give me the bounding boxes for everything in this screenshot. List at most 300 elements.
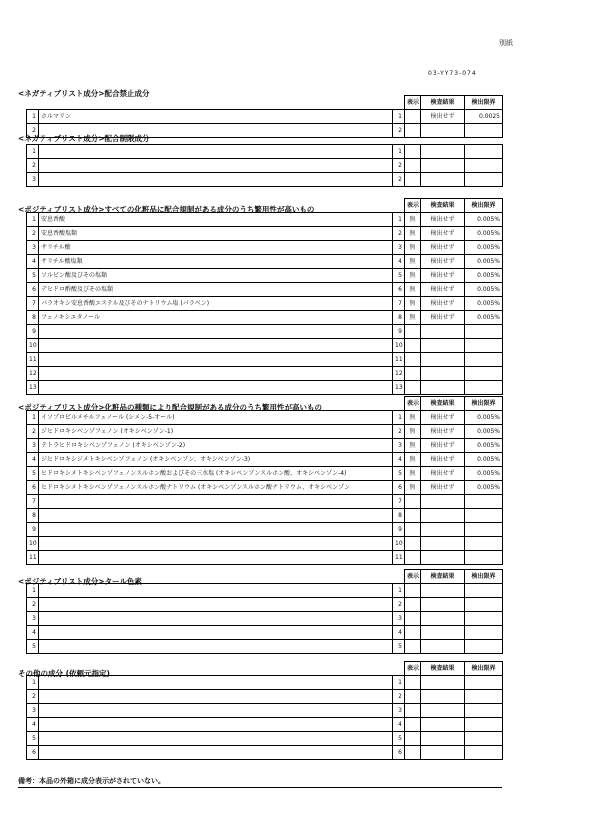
- display-mark: [405, 173, 421, 187]
- detection-limit: [465, 523, 503, 537]
- table-row: [27, 640, 503, 654]
- header-limit: 検出限界: [465, 199, 503, 213]
- table-row: [27, 381, 503, 395]
- section-title-other: その他の成分 (依頼元指定): [18, 669, 110, 678]
- display-mark: 無: [405, 213, 421, 227]
- detection-limit: [465, 124, 503, 138]
- display-mark: [405, 598, 421, 612]
- detection-limit: 0.0025: [465, 110, 503, 124]
- ingredient-name: フェノキシエタノール: [39, 311, 393, 325]
- test-result: 検出せず: [421, 311, 465, 325]
- row-number: 3: [27, 612, 39, 626]
- row-number: 11: [27, 353, 39, 367]
- row-number: 1: [27, 676, 39, 690]
- detection-limit: [465, 367, 503, 381]
- row-number: 3: [27, 173, 39, 187]
- table-header-row: [27, 397, 503, 411]
- display-mark: 無: [405, 467, 421, 481]
- detection-limit: [465, 690, 503, 704]
- row-index: 1: [393, 110, 405, 124]
- detection-limit: 0.005%: [465, 311, 503, 325]
- header-limit: 検出限界: [465, 570, 503, 584]
- row-index: 1: [393, 213, 405, 227]
- row-index: 5: [393, 269, 405, 283]
- detection-limit: [465, 145, 503, 159]
- test-result: [421, 325, 465, 339]
- table-row: [27, 467, 503, 481]
- detection-limit: 0.005%: [465, 439, 503, 453]
- display-mark: 無: [405, 241, 421, 255]
- test-result: [421, 367, 465, 381]
- test-result: 検出せず: [421, 467, 465, 481]
- table-row: [27, 626, 503, 640]
- row-number: 2: [27, 425, 39, 439]
- table-row: [27, 145, 503, 159]
- row-number: 5: [27, 467, 39, 481]
- detection-limit: 0.005%: [465, 453, 503, 467]
- detection-limit: 0.005%: [465, 283, 503, 297]
- table-pos-all: [26, 198, 503, 395]
- detection-limit: [465, 339, 503, 353]
- ingredient-name: [39, 523, 393, 537]
- row-index: 4: [393, 255, 405, 269]
- display-mark: [405, 732, 421, 746]
- row-number: 4: [27, 718, 39, 732]
- test-result: [421, 509, 465, 523]
- table-other: [26, 661, 503, 760]
- row-number: 3: [27, 704, 39, 718]
- row-index: 2: [393, 124, 405, 138]
- ingredient-name: [39, 145, 393, 159]
- ingredient-name: [39, 584, 393, 598]
- row-number: 10: [27, 537, 39, 551]
- ingredient-name: [39, 495, 393, 509]
- display-mark: 無: [405, 255, 421, 269]
- test-result: [421, 159, 465, 173]
- detection-limit: [465, 732, 503, 746]
- table-row: [27, 110, 503, 124]
- row-index: 2: [393, 690, 405, 704]
- row-index: 2: [393, 227, 405, 241]
- row-index: 1: [393, 411, 405, 425]
- row-index: 2: [393, 173, 405, 187]
- table-row: [27, 425, 503, 439]
- document-number: 03-YY73-074: [428, 70, 477, 77]
- test-result: [421, 746, 465, 760]
- display-mark: [405, 509, 421, 523]
- detection-limit: [465, 551, 503, 565]
- header-limit: 検出限界: [465, 397, 503, 411]
- ingredient-name: [39, 690, 393, 704]
- header-blank: [27, 199, 405, 213]
- test-result: [421, 495, 465, 509]
- ingredient-name: [39, 746, 393, 760]
- ingredient-name: [39, 367, 393, 381]
- row-number: 5: [27, 640, 39, 654]
- row-number: 1: [27, 213, 39, 227]
- ingredient-name: パラオキシ安息香酸エステル及びそのナトリウム塩 (パラベン): [39, 297, 393, 311]
- detection-limit: [465, 495, 503, 509]
- detection-limit: [465, 584, 503, 598]
- ingredient-name: [39, 640, 393, 654]
- detection-limit: [465, 325, 503, 339]
- test-result: [421, 537, 465, 551]
- test-result: [421, 551, 465, 565]
- row-number: 12: [27, 367, 39, 381]
- table-row: [27, 213, 503, 227]
- section-title-neg-prohibited: <ネガティブリスト成分>配合禁止成分: [18, 89, 150, 98]
- row-index: 5: [393, 467, 405, 481]
- detection-limit: [465, 353, 503, 367]
- row-number: 1: [27, 145, 39, 159]
- display-mark: [405, 110, 421, 124]
- display-mark: [405, 612, 421, 626]
- ingredient-name: [39, 159, 393, 173]
- row-number: 11: [27, 551, 39, 565]
- test-result: 検出せず: [421, 213, 465, 227]
- table-row: [27, 297, 503, 311]
- test-result: 検出せず: [421, 283, 465, 297]
- test-result: [421, 640, 465, 654]
- display-mark: 無: [405, 283, 421, 297]
- display-mark: 無: [405, 411, 421, 425]
- row-index: 5: [393, 640, 405, 654]
- row-index: 3: [393, 241, 405, 255]
- attachment-tag: 別紙: [499, 39, 513, 47]
- header-limit: 検出限界: [465, 96, 503, 110]
- display-mark: [405, 551, 421, 565]
- detection-limit: [465, 746, 503, 760]
- table-neg-prohibited: [26, 95, 503, 138]
- table-row: [27, 255, 503, 269]
- row-index: 8: [393, 509, 405, 523]
- ingredient-name: ソルビン酸及びその塩類: [39, 269, 393, 283]
- row-number: 1: [27, 411, 39, 425]
- table-header-row: [27, 662, 503, 676]
- detection-limit: 0.005%: [465, 241, 503, 255]
- detection-limit: 0.005%: [465, 411, 503, 425]
- test-result: [421, 626, 465, 640]
- row-index: 6: [393, 481, 405, 495]
- display-mark: [405, 495, 421, 509]
- row-number: 7: [27, 495, 39, 509]
- table-row: [27, 551, 503, 565]
- table-header-row: [27, 96, 503, 110]
- row-number: 6: [27, 481, 39, 495]
- header-blank: [27, 662, 405, 676]
- table-row: [27, 481, 503, 495]
- display-mark: [405, 381, 421, 395]
- remarks-underline: [18, 787, 502, 788]
- test-result: [421, 612, 465, 626]
- row-index: 3: [393, 612, 405, 626]
- test-result: [421, 732, 465, 746]
- display-mark: 無: [405, 297, 421, 311]
- table-row: [27, 509, 503, 523]
- display-mark: 無: [405, 481, 421, 495]
- test-result: 検出せず: [421, 269, 465, 283]
- display-mark: [405, 159, 421, 173]
- ingredient-name: [39, 676, 393, 690]
- display-mark: 無: [405, 453, 421, 467]
- row-index: 4: [393, 453, 405, 467]
- test-result: 検出せず: [421, 439, 465, 453]
- header-result: 検査結果: [421, 570, 465, 584]
- header-result: 検査結果: [421, 397, 465, 411]
- ingredient-name: [39, 381, 393, 395]
- test-result: [421, 381, 465, 395]
- ingredient-name: [39, 626, 393, 640]
- ingredient-name: [39, 598, 393, 612]
- row-number: 5: [27, 269, 39, 283]
- test-result: 検出せず: [421, 255, 465, 269]
- test-result: [421, 124, 465, 138]
- ingredient-name: ジヒドロキシベンゾフェノン (オキシベンゾン-1): [39, 425, 393, 439]
- display-mark: 無: [405, 439, 421, 453]
- row-index: 5: [393, 732, 405, 746]
- row-number: 8: [27, 311, 39, 325]
- display-mark: [405, 690, 421, 704]
- header-display: 表示: [405, 96, 421, 110]
- row-number: 6: [27, 746, 39, 760]
- row-number: 4: [27, 453, 39, 467]
- detection-limit: [465, 598, 503, 612]
- ingredient-name: [39, 732, 393, 746]
- ingredient-name: [39, 551, 393, 565]
- test-result: 検出せず: [421, 227, 465, 241]
- header-display: 表示: [405, 199, 421, 213]
- row-number: 2: [27, 598, 39, 612]
- ingredient-name: 安息香酸: [39, 213, 393, 227]
- section-title-pos-tar: <ポジティブリスト成分>タール色素: [18, 577, 142, 586]
- display-mark: [405, 339, 421, 353]
- row-number: 8: [27, 509, 39, 523]
- row-index: 1: [393, 676, 405, 690]
- test-result: [421, 598, 465, 612]
- display-mark: [405, 676, 421, 690]
- table-row: [27, 325, 503, 339]
- test-result: [421, 584, 465, 598]
- table-row: [27, 283, 503, 297]
- row-index: 1: [393, 145, 405, 159]
- header-result: 検査結果: [421, 662, 465, 676]
- table-row: [27, 690, 503, 704]
- section-title-pos-type: <ポジティブリスト成分>化粧品の種類により配合規制がある成分のうち繁用性が高いもの: [18, 403, 323, 412]
- test-result: [421, 353, 465, 367]
- ingredient-name: サリチル酸塩類: [39, 255, 393, 269]
- table-row: [27, 159, 503, 173]
- row-index: 7: [393, 297, 405, 311]
- row-number: 1: [27, 584, 39, 598]
- table-row: [27, 704, 503, 718]
- display-mark: [405, 704, 421, 718]
- header-blank: [27, 397, 405, 411]
- detection-limit: [465, 640, 503, 654]
- ingredient-name: [39, 173, 393, 187]
- ingredient-name: 安息香酸塩類: [39, 227, 393, 241]
- test-result: 検出せず: [421, 481, 465, 495]
- test-result: [421, 718, 465, 732]
- detection-limit: 0.005%: [465, 269, 503, 283]
- display-mark: [405, 537, 421, 551]
- table-pos-tar: [26, 569, 503, 654]
- header-result: 検査結果: [421, 96, 465, 110]
- header-display: 表示: [405, 570, 421, 584]
- detection-limit: [465, 704, 503, 718]
- header-result: 検査結果: [421, 199, 465, 213]
- test-result: 検出せず: [421, 411, 465, 425]
- detection-limit: [465, 173, 503, 187]
- detection-limit: [465, 626, 503, 640]
- test-result: [421, 523, 465, 537]
- ingredient-name: [39, 612, 393, 626]
- display-mark: 無: [405, 269, 421, 283]
- detection-limit: [465, 718, 503, 732]
- detection-limit: 0.005%: [465, 255, 503, 269]
- ingredient-name: デヒドロ酢酸及びその塩類: [39, 283, 393, 297]
- display-mark: [405, 626, 421, 640]
- table-row: [27, 537, 503, 551]
- detection-limit: 0.005%: [465, 467, 503, 481]
- row-number: 4: [27, 255, 39, 269]
- test-result: [421, 704, 465, 718]
- row-number: 6: [27, 283, 39, 297]
- remarks-note: 備考：本品の外箱に成分表示がされていない。: [18, 777, 165, 785]
- row-index: 1: [393, 584, 405, 598]
- ingredient-name: [39, 537, 393, 551]
- row-number: 2: [27, 159, 39, 173]
- test-result: 検出せず: [421, 425, 465, 439]
- display-mark: [405, 640, 421, 654]
- row-index: 2: [393, 598, 405, 612]
- row-index: 2: [393, 425, 405, 439]
- table-row: [27, 584, 503, 598]
- detection-limit: 0.005%: [465, 425, 503, 439]
- table-row: [27, 311, 503, 325]
- test-result: [421, 676, 465, 690]
- table-row: [27, 439, 503, 453]
- detection-limit: [465, 381, 503, 395]
- row-number: 2: [27, 690, 39, 704]
- ingredient-name: [39, 704, 393, 718]
- ingredient-name: [39, 353, 393, 367]
- row-index: 10: [393, 537, 405, 551]
- ingredient-name: ホルマリン: [39, 110, 393, 124]
- ingredient-name: イソプロピルメチルフェノール (シメン-5-オール): [39, 411, 393, 425]
- section-title-pos-all: <ポジティブリスト成分>すべての化粧品に配合規制がある成分のうち繁用性が高いもの: [18, 205, 315, 214]
- table-header-row: [27, 199, 503, 213]
- detection-limit: 0.005%: [465, 481, 503, 495]
- test-result: [421, 339, 465, 353]
- header-display: 表示: [405, 397, 421, 411]
- table-row: [27, 173, 503, 187]
- ingredient-name: [39, 325, 393, 339]
- row-number: 7: [27, 297, 39, 311]
- table-row: [27, 598, 503, 612]
- table-row: [27, 453, 503, 467]
- table-row: [27, 523, 503, 537]
- row-index: 4: [393, 626, 405, 640]
- row-index: 6: [393, 746, 405, 760]
- ingredient-name: ヒドロキシメトキシベンゾフェノンスルホン酸およびその三水塩 (オキシベンゾンスルホン酸、オキシベンゾン-4): [39, 467, 393, 481]
- row-number: 9: [27, 325, 39, 339]
- ingredient-name: [39, 339, 393, 353]
- table-neg-restricted: [26, 144, 503, 187]
- row-index: 12: [393, 367, 405, 381]
- display-mark: [405, 367, 421, 381]
- row-number: 2: [27, 124, 39, 138]
- display-mark: [405, 718, 421, 732]
- display-mark: 無: [405, 311, 421, 325]
- ingredient-name: ジヒドロキシジメトキシベンゾフェノン (オキシベンゾン、オキシベンゾン-3): [39, 453, 393, 467]
- detection-limit: 0.005%: [465, 227, 503, 241]
- test-result: [421, 173, 465, 187]
- test-result: 検出せず: [421, 453, 465, 467]
- display-mark: [405, 353, 421, 367]
- row-number: 4: [27, 626, 39, 640]
- row-index: 4: [393, 718, 405, 732]
- display-mark: [405, 325, 421, 339]
- table-pos-type: [26, 396, 503, 565]
- table-row: [27, 732, 503, 746]
- ingredient-name: ヒドロキシメトキシベンゾフェノンスルホン酸ナトリウム (オキシベンゾンスルホン酸ナトリウム、オキシベンゾン: [39, 481, 393, 495]
- row-index: 11: [393, 551, 405, 565]
- row-index: 9: [393, 523, 405, 537]
- row-index: 6: [393, 283, 405, 297]
- display-mark: [405, 145, 421, 159]
- table-row: [27, 676, 503, 690]
- table-row: [27, 241, 503, 255]
- detection-limit: [465, 612, 503, 626]
- ingredient-name: テトラヒドロキシベンゾフェノン (オキシベンゾン-2): [39, 439, 393, 453]
- ingredient-name: サリチル酸: [39, 241, 393, 255]
- table-row: [27, 411, 503, 425]
- display-mark: 無: [405, 425, 421, 439]
- header-display: 表示: [405, 662, 421, 676]
- table-header-row: [27, 570, 503, 584]
- row-number: 13: [27, 381, 39, 395]
- display-mark: [405, 746, 421, 760]
- test-result: 検出せず: [421, 110, 465, 124]
- table-row: [27, 353, 503, 367]
- row-number: 10: [27, 339, 39, 353]
- row-number: 5: [27, 732, 39, 746]
- row-number: 3: [27, 439, 39, 453]
- detection-limit: [465, 509, 503, 523]
- test-result: [421, 690, 465, 704]
- row-index: 2: [393, 159, 405, 173]
- table-row: [27, 746, 503, 760]
- section-title-neg-restricted: <ネガティブリスト成分>配合制限成分: [18, 134, 150, 143]
- table-row: [27, 718, 503, 732]
- row-index: 9: [393, 325, 405, 339]
- row-index: 8: [393, 311, 405, 325]
- header-blank: [27, 570, 405, 584]
- row-index: 7: [393, 495, 405, 509]
- row-number: 2: [27, 227, 39, 241]
- header-limit: 検出限界: [465, 662, 503, 676]
- display-mark: [405, 584, 421, 598]
- test-result: [421, 145, 465, 159]
- ingredient-name: [39, 718, 393, 732]
- row-number: 1: [27, 110, 39, 124]
- detection-limit: 0.005%: [465, 297, 503, 311]
- row-number: 3: [27, 241, 39, 255]
- table-row: [27, 269, 503, 283]
- row-index: 13: [393, 381, 405, 395]
- detection-limit: [465, 159, 503, 173]
- row-index: 11: [393, 353, 405, 367]
